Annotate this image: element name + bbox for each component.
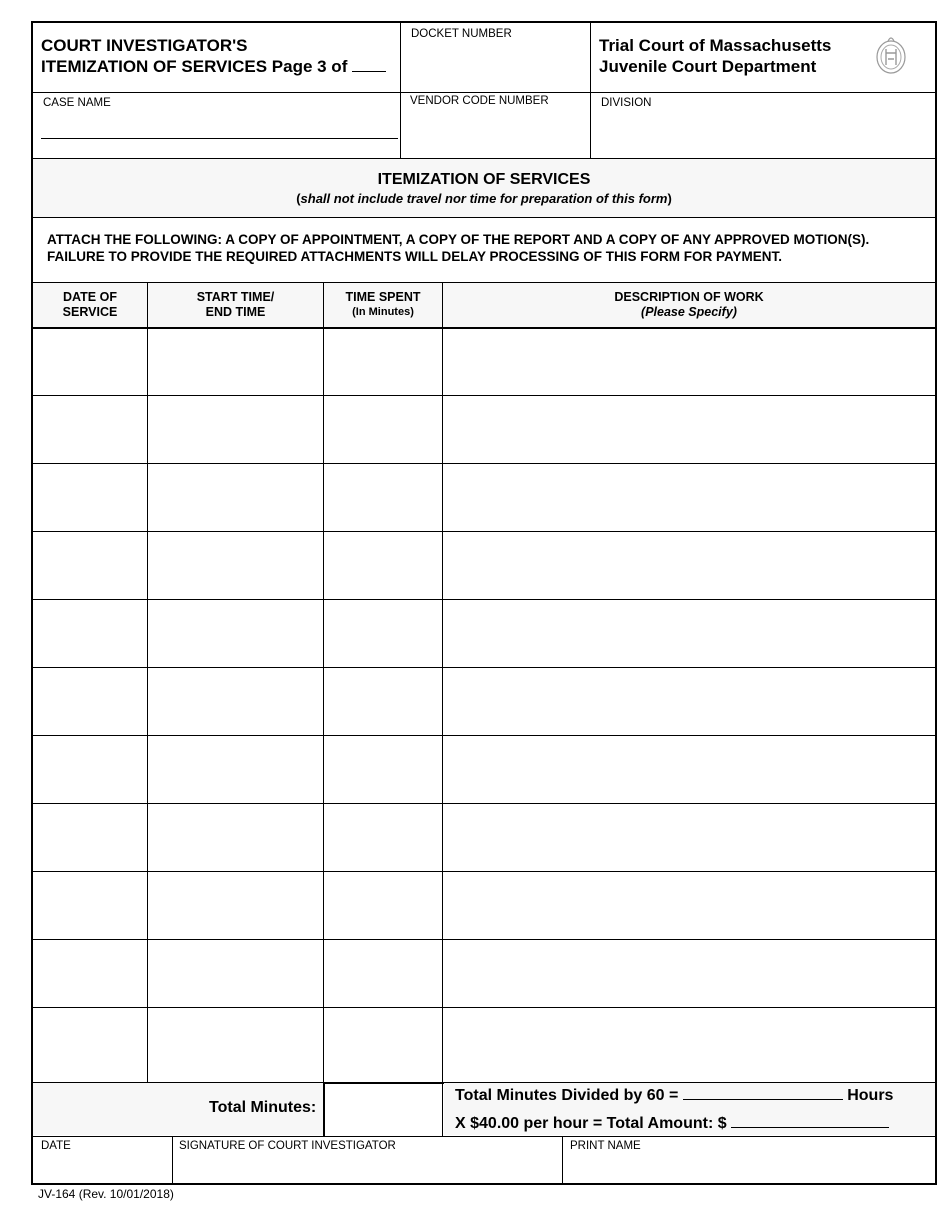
start-end-time-cell[interactable] xyxy=(148,600,323,668)
table-row xyxy=(33,532,935,600)
description-cell[interactable] xyxy=(443,600,935,668)
description-cell[interactable] xyxy=(443,872,935,940)
start-end-time-cell[interactable] xyxy=(148,1008,323,1076)
court-name-line2: Juvenile Court Department xyxy=(599,57,817,76)
start-end-time-cell[interactable] xyxy=(148,328,323,396)
hours-calc-line: Total Minutes Divided by 60 = Hours xyxy=(455,1087,894,1104)
notice-line2: FAILURE TO PROVIDE THE REQUIRED ATTACHMENTS WILL DELAY PROCESSING OF THIS FORM FOR PAYMENT. xyxy=(47,249,783,264)
date-of-service-cell[interactable] xyxy=(33,396,147,464)
table-row xyxy=(33,1008,935,1076)
vendor-code-field[interactable] xyxy=(401,111,589,157)
time-spent-cell[interactable] xyxy=(324,464,442,532)
time-spent-cell[interactable] xyxy=(324,600,442,668)
date-of-service-cell[interactable] xyxy=(33,532,147,600)
description-cell[interactable] xyxy=(443,804,935,872)
division-field[interactable] xyxy=(591,111,935,157)
hours-field[interactable] xyxy=(683,1085,843,1100)
section-subtitle: (shall not include travel nor time for preparation of this form) xyxy=(296,191,672,206)
description-cell[interactable] xyxy=(443,940,935,1008)
print-name-field[interactable] xyxy=(564,1153,933,1183)
vendor-code-label: VENDOR CODE NUMBER xyxy=(410,95,549,107)
case-name-field[interactable] xyxy=(41,117,396,139)
description-cell[interactable] xyxy=(443,464,935,532)
description-cell[interactable] xyxy=(443,668,935,736)
total-minutes-label: Total Minutes: xyxy=(209,1099,317,1116)
col-date-header: DATE OF SERVICE xyxy=(62,290,118,319)
docket-number-field[interactable] xyxy=(401,43,589,91)
massachusetts-seal-icon xyxy=(874,33,908,77)
date-field[interactable] xyxy=(35,1153,171,1183)
notice-line1: ATTACH THE FOLLOWING: A COPY OF APPOINTMENT, A COPY OF THE REPORT AND A COPY OF ANY APPROVED MOTION(S). xyxy=(47,232,870,247)
start-end-time-cell[interactable] xyxy=(148,872,323,940)
date-of-service-cell[interactable] xyxy=(33,736,147,804)
date-of-service-cell[interactable] xyxy=(33,1008,147,1076)
date-of-service-cell[interactable] xyxy=(33,872,147,940)
start-end-time-cell[interactable] xyxy=(148,464,323,532)
case-name-label: CASE NAME xyxy=(43,97,111,109)
description-cell[interactable] xyxy=(443,396,935,464)
description-cell[interactable] xyxy=(443,532,935,600)
time-spent-cell[interactable] xyxy=(324,872,442,940)
print-name-label: PRINT NAME xyxy=(570,1140,641,1152)
amount-calc-line: X $40.00 per hour = Total Amount: $ xyxy=(455,1115,889,1133)
date-of-service-cell[interactable] xyxy=(33,804,147,872)
time-spent-cell[interactable] xyxy=(324,804,442,872)
start-end-time-cell[interactable] xyxy=(148,736,323,804)
court-name xyxy=(599,35,831,77)
time-spent-cell[interactable] xyxy=(324,736,442,804)
col-desc-header: DESCRIPTION OF WORK (Please Specify) xyxy=(614,290,764,319)
start-end-time-cell[interactable] xyxy=(148,396,323,464)
date-of-service-cell[interactable] xyxy=(33,464,147,532)
itemization-form xyxy=(31,21,937,1185)
start-end-time-cell[interactable] xyxy=(148,804,323,872)
total-minutes-field[interactable] xyxy=(326,1085,440,1133)
date-of-service-cell[interactable] xyxy=(33,600,147,668)
time-spent-cell[interactable] xyxy=(324,532,442,600)
table-row xyxy=(33,600,935,668)
table-row xyxy=(33,396,935,464)
table-row xyxy=(33,804,935,872)
form-title xyxy=(41,35,401,77)
description-cell[interactable] xyxy=(443,1008,935,1076)
division-label: DIVISION xyxy=(601,97,652,109)
form-number: JV-164 (Rev. 10/01/2018) xyxy=(38,1187,174,1201)
col-time-header: START TIME/ END TIME xyxy=(196,290,275,319)
form-title-line1: COURT INVESTIGATOR'S xyxy=(41,36,248,55)
table-row xyxy=(33,328,935,396)
table-row xyxy=(33,736,935,804)
time-spent-cell[interactable] xyxy=(324,328,442,396)
signature-label: SIGNATURE OF COURT INVESTIGATOR xyxy=(179,1140,396,1152)
page-total-field[interactable] xyxy=(352,71,386,72)
section-title: ITEMIZATION OF SERVICES xyxy=(377,171,591,188)
description-cell[interactable] xyxy=(443,736,935,804)
date-of-service-cell[interactable] xyxy=(33,328,147,396)
table-row xyxy=(33,872,935,940)
date-of-service-cell[interactable] xyxy=(33,668,147,736)
attachment-notice xyxy=(47,231,927,265)
table-row xyxy=(33,940,935,1008)
description-cell[interactable] xyxy=(443,328,935,396)
time-spent-cell[interactable] xyxy=(324,396,442,464)
section-heading xyxy=(33,159,935,217)
time-spent-cell[interactable] xyxy=(324,940,442,1008)
time-spent-cell[interactable] xyxy=(324,668,442,736)
col-spent-header: TIME SPENT (In Minutes) xyxy=(345,290,421,318)
total-amount-field[interactable] xyxy=(731,1115,889,1128)
start-end-time-cell[interactable] xyxy=(148,940,323,1008)
signature-field[interactable] xyxy=(174,1153,560,1183)
time-spent-cell[interactable] xyxy=(324,1008,442,1076)
date-label: DATE xyxy=(41,1140,71,1152)
table-row xyxy=(33,668,935,736)
date-of-service-cell[interactable] xyxy=(33,940,147,1008)
court-name-line1: Trial Court of Massachusetts xyxy=(599,36,832,55)
docket-number-label: DOCKET NUMBER xyxy=(411,28,512,40)
form-title-line2: ITEMIZATION OF SERVICES Page 3 of xyxy=(41,56,401,77)
start-end-time-cell[interactable] xyxy=(148,532,323,600)
start-end-time-cell[interactable] xyxy=(148,668,323,736)
table-row xyxy=(33,464,935,532)
